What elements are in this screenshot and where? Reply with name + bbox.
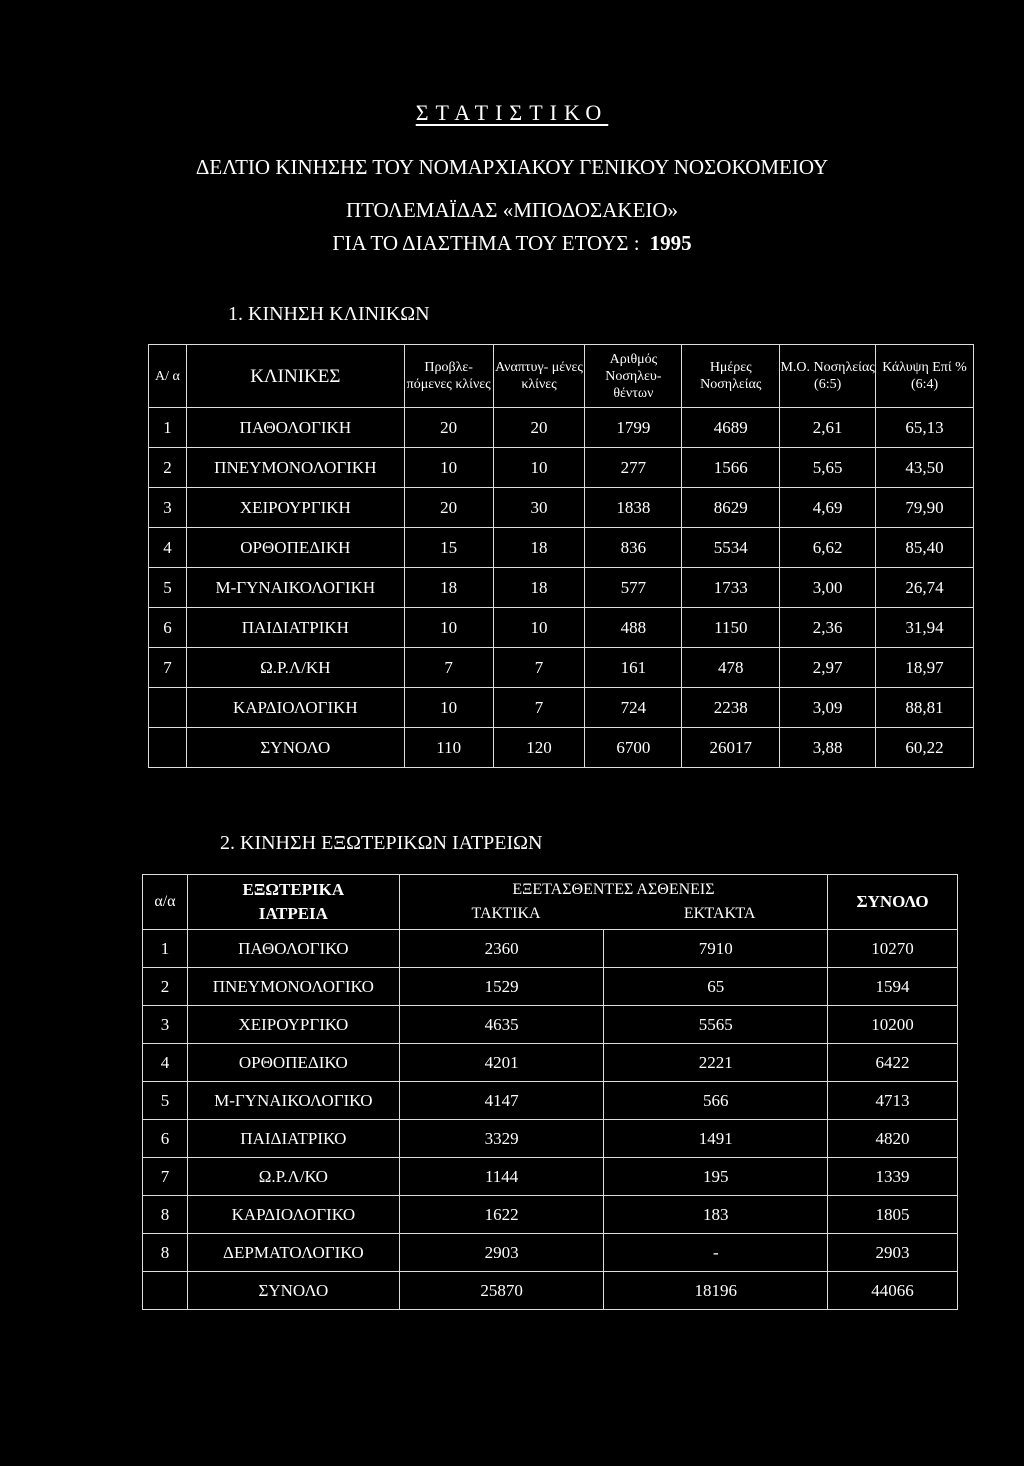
subtitle-line-2: ΠΤΟΛΕΜΑΪΔΑΣ «ΜΠΟΔΟΣΑΚΕΙΟ» (345, 198, 679, 222)
table-cell: ΠΝΕΥΜΟΝΟΛΟΓΙΚΗ (186, 448, 404, 488)
table-cell: 2360 (399, 930, 604, 968)
table-cell: 1566 (682, 448, 780, 488)
table-cell: 2903 (828, 1234, 958, 1272)
table-cell: 7 (149, 648, 187, 688)
table-cell: 79,90 (876, 488, 974, 528)
table-cell: 4147 (399, 1082, 604, 1120)
table-cell: 2221 (604, 1044, 828, 1082)
table-cell: 1339 (828, 1158, 958, 1196)
table-cell: 2,97 (780, 648, 876, 688)
table-cell: ΣΥΝΟΛΟ (187, 1272, 399, 1310)
table-cell: 5534 (682, 528, 780, 568)
table-cell: ΠΑΙΔΙΑΤΡΙΚΟ (187, 1120, 399, 1158)
table-cell: 8 (143, 1234, 188, 1272)
header-clinics: ΚΛΙΝΙΚΕΣ (186, 345, 404, 408)
table-cell: ΚΑΡΔΙΟΛΟΓΙΚΟ (187, 1196, 399, 1234)
table-cell: 7 (493, 688, 585, 728)
table-cell: 3,09 (780, 688, 876, 728)
table-cell: 3 (149, 488, 187, 528)
table-cell: 2903 (399, 1234, 604, 1272)
header-patients-label: ΕΞΕΤΑΣΘΕΝΤΕΣ ΑΣΘΕΝΕΙΣ (512, 881, 715, 898)
header-patients (399, 875, 827, 930)
table-cell: 6700 (585, 728, 682, 768)
table-cell: 478 (682, 648, 780, 688)
table-cell (149, 728, 187, 768)
table-row (149, 528, 974, 568)
table-cell: 4,69 (780, 488, 876, 528)
table-cell: 566 (604, 1082, 828, 1120)
table-cell: 277 (585, 448, 682, 488)
table-cell: 2 (143, 968, 188, 1006)
table-cell: 577 (585, 568, 682, 608)
table-cell: 183 (604, 1196, 828, 1234)
table-cell: 5 (149, 568, 187, 608)
table-cell: 724 (585, 688, 682, 728)
table-cell: 1799 (585, 408, 682, 448)
table-cell: 195 (604, 1158, 828, 1196)
table-cell: 1622 (399, 1196, 604, 1234)
table-row (143, 1082, 958, 1120)
table-cell: ΧΕΙΡΟΥΡΓΙΚΟ (187, 1006, 399, 1044)
table-cell: ΔΕΡΜΑΤΟΛΟΓΙΚΟ (187, 1234, 399, 1272)
table-cell: 25870 (399, 1272, 604, 1310)
table-cell: 30 (493, 488, 585, 528)
table-cell: 8629 (682, 488, 780, 528)
table-cell: 4 (149, 528, 187, 568)
header-patients: Αριθμός Νοσηλευ- θέντων (585, 345, 682, 408)
table-cell: 4689 (682, 408, 780, 448)
table-cell: 3329 (399, 1120, 604, 1158)
section-1-title: 1. ΚΙΝΗΣΗ ΚΛΙΝΙΚΩΝ (228, 303, 430, 325)
table-cell: 15 (404, 528, 493, 568)
table-cell: 10 (493, 448, 585, 488)
table-cell: 7 (404, 648, 493, 688)
table-cell: 1805 (828, 1196, 958, 1234)
table-cell: 10270 (828, 930, 958, 968)
table-cell: ΠΝΕΥΜΟΝΟΛΟΓΙΚΟ (187, 968, 399, 1006)
table-cell: 65,13 (876, 408, 974, 448)
table-row (143, 1234, 958, 1272)
header-clinics-line2: ΙΑΤΡΕΙΑ (258, 904, 328, 923)
table-cell: 4820 (828, 1120, 958, 1158)
table-row (143, 1006, 958, 1044)
table-cell: ΣΥΝΟΛΟ (186, 728, 404, 768)
year: 1995 (649, 231, 692, 255)
table-cell: 1150 (682, 608, 780, 648)
table-cell: 18 (404, 568, 493, 608)
table-row (143, 930, 958, 968)
table-cell: 2 (149, 448, 187, 488)
table-row (143, 1158, 958, 1196)
table-cell: 1733 (682, 568, 780, 608)
table-row (143, 1272, 958, 1310)
table-cell: 4 (143, 1044, 188, 1082)
table-cell: 20 (404, 408, 493, 448)
table-cell: ΧΕΙΡΟΥΡΓΙΚΗ (186, 488, 404, 528)
table-cell: Μ-ΓΥΝΑΙΚΟΛΟΓΙΚΗ (186, 568, 404, 608)
table-row (149, 648, 974, 688)
table-cell: 488 (585, 608, 682, 648)
clinics-table (148, 344, 974, 768)
table-cell: 4635 (399, 1006, 604, 1044)
table-cell: 26,74 (876, 568, 974, 608)
table-cell: 88,81 (876, 688, 974, 728)
table-cell: 8 (143, 1196, 188, 1234)
header-days: Ημέρες Νοσηλείας (682, 345, 780, 408)
table-cell: 4713 (828, 1082, 958, 1120)
header-coverage: Κάλυψη Επί % (6:4) (876, 345, 974, 408)
table-cell: - (604, 1234, 828, 1272)
table-cell: 5,65 (780, 448, 876, 488)
table-cell: ΟΡΘΟΠΕΔΙΚΟ (187, 1044, 399, 1082)
clinics-header-row (149, 345, 974, 408)
table-cell: 18,97 (876, 648, 974, 688)
table-cell: 3,88 (780, 728, 876, 768)
table-cell: 2,36 (780, 608, 876, 648)
table-row (149, 688, 974, 728)
table-row (143, 1196, 958, 1234)
table-row (149, 408, 974, 448)
table-cell: 18 (493, 528, 585, 568)
header-regular: ΤΑΚΤΙΚΑ (471, 905, 541, 922)
table-cell: 7 (493, 648, 585, 688)
table-cell: 7 (143, 1158, 188, 1196)
table-cell: 1 (143, 930, 188, 968)
table-cell: 1 (149, 408, 187, 448)
table-cell: 44066 (828, 1272, 958, 1310)
section-2-title: 2. ΚΙΝΗΣΗ ΕΞΩΤΕΡΙΚΩΝ ΙΑΤΡΕΙΩΝ (220, 832, 543, 854)
table-cell: 1529 (399, 968, 604, 1006)
table-cell: 6 (143, 1120, 188, 1158)
table-row (143, 1120, 958, 1158)
table-cell (149, 688, 187, 728)
table-cell: 3 (143, 1006, 188, 1044)
table-cell: 85,40 (876, 528, 974, 568)
table-cell: 1144 (399, 1158, 604, 1196)
table-cell: ΠΑΘΟΛΟΓΙΚΟ (187, 930, 399, 968)
table-cell: 5565 (604, 1006, 828, 1044)
header-avg-stay: Μ.Ο. Νοσηλείας (6:5) (780, 345, 876, 408)
header-aa: α/α (143, 875, 188, 930)
table-cell: 120 (493, 728, 585, 768)
header-aa: Α/ α (149, 345, 187, 408)
table-cell: ΟΡΘΟΠΕΔΙΚΗ (186, 528, 404, 568)
table-cell (143, 1272, 188, 1310)
header-clinics (187, 875, 399, 930)
table-cell: 7910 (604, 930, 828, 968)
table-cell: 31,94 (876, 608, 974, 648)
table-cell: 6 (149, 608, 187, 648)
subtitle-line-1: ΔΕΛΤΙΟ ΚΙΝΗΣΗΣ ΤΟΥ ΝΟΜΑΡΧΙΑΚΟΥ ΓΕΝΙΚΟΥ ΝΟΣΟΚΟΜΕΙΟΥ (195, 155, 829, 179)
header-planned-beds: Προβλε- πόμενες κλίνες (404, 345, 493, 408)
header-total: ΣΥΝΟΛΟ (828, 875, 958, 930)
table-cell: 2238 (682, 688, 780, 728)
table-cell: 161 (585, 648, 682, 688)
table-cell: 10200 (828, 1006, 958, 1044)
table-row (149, 608, 974, 648)
header-clinics-line1: ΕΞΩΤΕΡΙΚΑ (242, 880, 345, 899)
table-cell: 10 (404, 688, 493, 728)
period-label: ΓΙΑ ΤΟ ΔΙΑΣΤΗΜΑ ΤΟΥ ΕΤΟΥΣ : (332, 231, 640, 255)
table-cell: 10 (404, 448, 493, 488)
outpatient-header-row (143, 875, 958, 930)
table-cell: 65 (604, 968, 828, 1006)
table-cell: ΠΑΘΟΛΟΓΙΚΗ (186, 408, 404, 448)
table-cell: 43,50 (876, 448, 974, 488)
table-cell: 1838 (585, 488, 682, 528)
outpatient-table (142, 874, 958, 1310)
table-cell: ΚΑΡΔΙΟΛΟΓΙΚΗ (186, 688, 404, 728)
table-cell: 10 (404, 608, 493, 648)
table-cell: 1491 (604, 1120, 828, 1158)
table-cell: 20 (493, 408, 585, 448)
table-row (149, 728, 974, 768)
table-cell: 5 (143, 1082, 188, 1120)
table-cell: 1594 (828, 968, 958, 1006)
table-cell: 10 (493, 608, 585, 648)
table-cell: 4201 (399, 1044, 604, 1082)
table-cell: 110 (404, 728, 493, 768)
table-row (149, 448, 974, 488)
document-title: ΣΤΑΤΙΣΤΙΚΟ (415, 100, 609, 125)
table-cell: 20 (404, 488, 493, 528)
table-row (143, 1044, 958, 1082)
subtitle-line-3 (0, 231, 1024, 256)
table-cell: 6422 (828, 1044, 958, 1082)
table-cell: 18196 (604, 1272, 828, 1310)
table-cell: 2,61 (780, 408, 876, 448)
table-cell: Ω.Ρ.Λ/ΚΟ (187, 1158, 399, 1196)
header-emergency: ΕΚΤΑΚΤΑ (683, 905, 756, 922)
table-cell: 6,62 (780, 528, 876, 568)
table-cell: 836 (585, 528, 682, 568)
table-cell: ΠΑΙΔΙΑΤΡΙΚΗ (186, 608, 404, 648)
table-cell: 3,00 (780, 568, 876, 608)
table-cell: 26017 (682, 728, 780, 768)
table-row (149, 568, 974, 608)
table-cell: Ω.Ρ.Λ/ΚΗ (186, 648, 404, 688)
header-developed-beds: Αναπτυγ- μένες κλίνες (493, 345, 585, 408)
table-row (143, 968, 958, 1006)
table-cell: 18 (493, 568, 585, 608)
table-cell: Μ-ΓΥΝΑΙΚΟΛΟΓΙΚΟ (187, 1082, 399, 1120)
table-row (149, 488, 974, 528)
table-cell: 60,22 (876, 728, 974, 768)
